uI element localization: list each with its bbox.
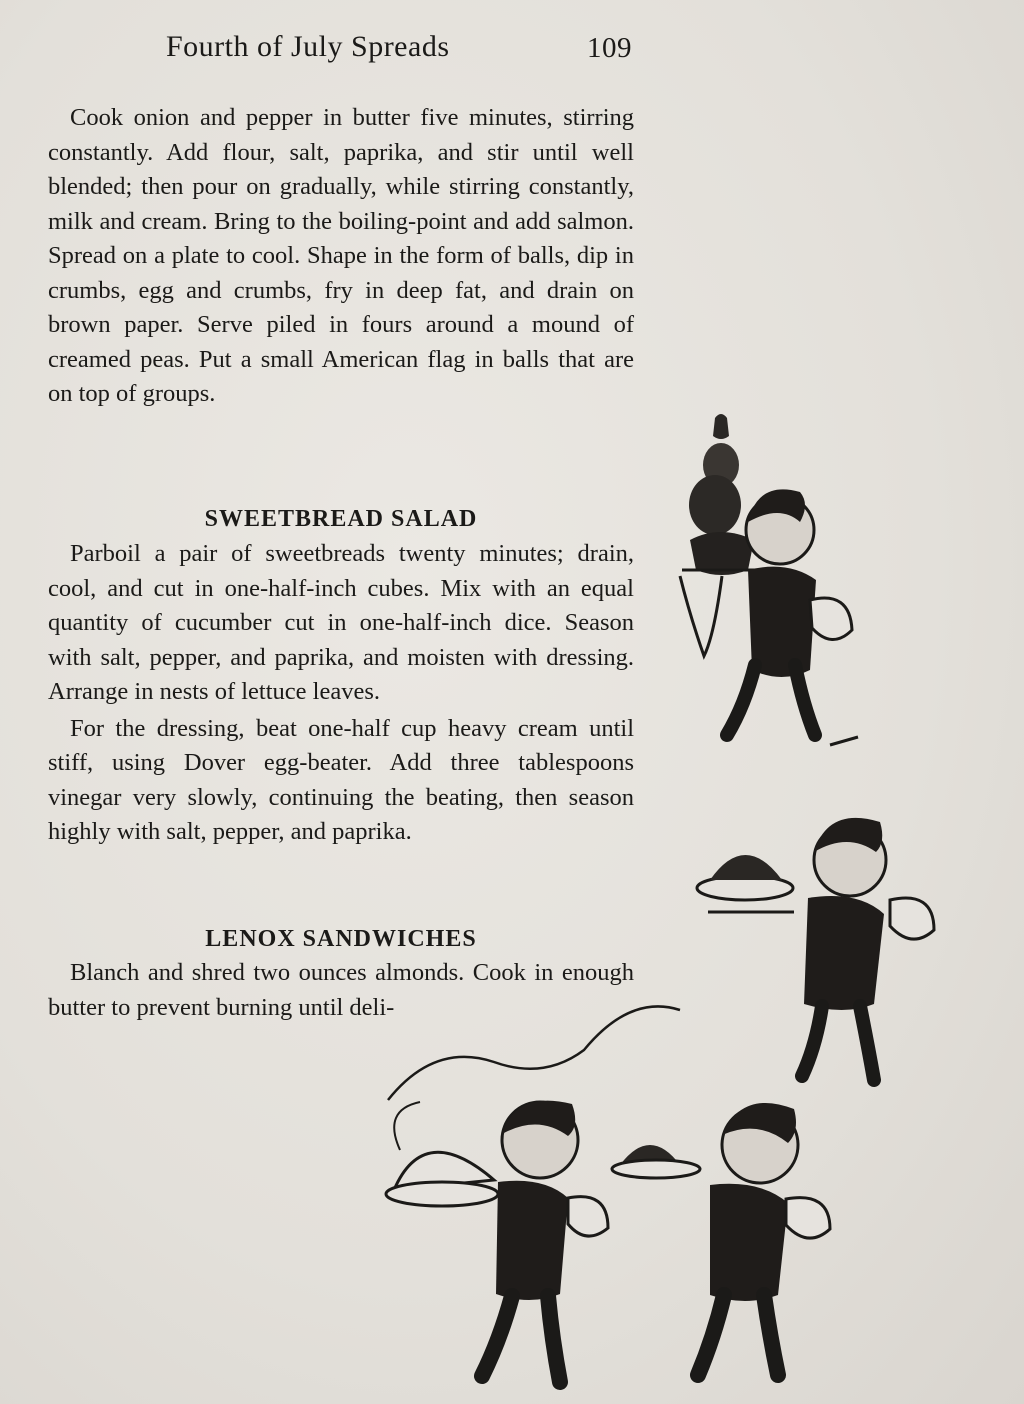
cherub-with-plate-illustration (610, 1095, 860, 1395)
paragraph-lenox: Blanch and shred two ounces almonds. Cook in enough butter to prevent burning until deli- (48, 959, 634, 1021)
text-block-1 (48, 101, 634, 412)
text-block-2 (48, 502, 634, 537)
heading-lenox-sandwiches: LENOX SANDWICHES (205, 926, 477, 952)
text-block-4 (48, 922, 634, 957)
page-number: 109 (587, 32, 632, 64)
paragraph-dressing: For the dressing, beat one-half cup heavy cream until stiff, using Dover egg-beater. Add three tablespoons vinegar very slowly, continuing the beating, then season highly with salt, pepper, and paprika. (48, 714, 634, 845)
running-head-title: Fourth of July Spreads (166, 30, 450, 63)
text-block-3 (48, 537, 634, 850)
cherub-with-tall-dish-illustration (660, 410, 860, 780)
running-head (166, 30, 636, 70)
cherub-with-covered-dish-illustration (380, 1090, 630, 1400)
heading-sweetbread-salad: SWEETBREAD SALAD (204, 506, 478, 532)
paragraph-salmon-balls: Cook onion and pepper in butter five minutes, stirring constantly. Add flour, salt, paprika, and stir until well blended; then pour on gradually, while stirring constantly, milk and cream. Bring to the boiling-point and add salmon. Spread on a plate to cool. Shape in the form of balls, dip in crumbs, egg and crumbs, fry in deep fat, and drain on brown paper. Serve piled in fours around a mound of creamed peas. Put a small American flag in balls that are on top of groups. (48, 104, 634, 407)
cherub-with-bowl-illustration (690, 800, 940, 1100)
paragraph-sweetbread: Parboil a pair of sweetbreads twenty minutes; drain, cool, and cut in one-half-inch cubes. Mix with an equal quantity of cucumber cut in one-half-inch dice. Season with salt, pepper, and paprika, and moisten with dressing. Arrange in nests of lettuce leaves. (48, 540, 634, 705)
